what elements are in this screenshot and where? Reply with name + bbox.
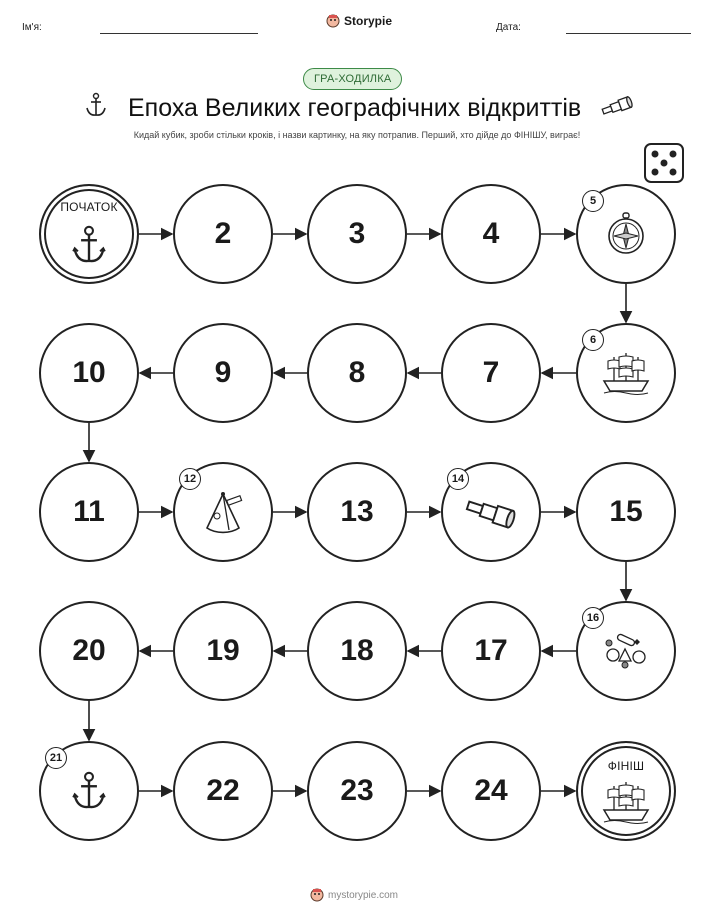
board-cell-24 [441,741,541,841]
board-cell-8 [307,323,407,423]
cell-number: 15 [609,495,643,528]
date-label: Дата: [496,22,521,33]
cell-number-badge: 12 [179,468,201,490]
cell-number: 23 [340,774,374,807]
board-cell-1 [39,184,139,284]
cell-number: 4 [482,217,500,250]
cell-number: 8 [348,356,366,389]
footer [310,888,398,902]
board-cell-22 [173,741,273,841]
board-cell-23 [307,741,407,841]
board-cell-16 [576,601,676,701]
board-cell-17 [441,601,541,701]
cell-number-badge: 21 [45,747,67,769]
cell-number: 13 [340,495,374,528]
cell-number-badge: 16 [582,607,604,629]
cell-number-badge: 6 [582,329,604,351]
cell-number: 20 [72,634,106,667]
cell-number: 18 [340,634,374,667]
cell-number: 19 [206,634,240,667]
board-cell-3 [307,184,407,284]
page-title: Епоха Великих географічних відкриттів [128,94,582,122]
name-label: Ім'я: [22,22,42,33]
cell-number: 10 [72,356,106,389]
cell-number-badge: 14 [447,468,469,490]
board-cell-7 [441,323,541,423]
board-cell-4 [441,184,541,284]
board-cell-5 [576,184,676,284]
cell-number: 9 [214,356,232,389]
board-cell-25 [576,741,676,841]
cell-number: 7 [482,356,500,389]
ship-icon [600,780,652,824]
anchor-icon [70,224,108,266]
board-cell-21 [39,741,139,841]
cell-number: 2 [214,217,232,250]
cell-number: 17 [474,634,508,667]
storypie-mascot-icon [310,888,324,902]
compass-icon [606,212,646,256]
board-cell-11 [39,462,139,562]
board-cell-19 [173,601,273,701]
finish-label: ФІНІШ [607,759,645,773]
cell-number: 22 [206,774,240,807]
spices-icon [603,631,649,671]
board-cell-6 [576,323,676,423]
brand-name: Storypie [344,14,393,28]
board-cell-10 [39,323,139,423]
anchor-icon [70,770,108,812]
cell-number: 3 [348,217,366,250]
cell-number-badge: 5 [582,190,604,212]
cell-number: 11 [73,495,105,528]
ship-icon [600,351,652,395]
board-cell-12 [173,462,273,562]
board-cell-14 [441,462,541,562]
board-cell-15 [576,462,676,562]
board-cell-20 [39,601,139,701]
board-cell-2 [173,184,273,284]
cell-number: 24 [474,774,508,807]
start-label: ПОЧАТОК [60,200,118,214]
game-type-tag: ГРА-ХОДИЛКА [303,68,402,90]
board-cell-13 [307,462,407,562]
board-cell-9 [173,323,273,423]
board-cell-18 [307,601,407,701]
instructions: Кидай кубик, зроби стільки кроків, і назви картинку, на яку потрапив. Перший, хто дійде до ФІНІШУ, виграє! [133,130,581,140]
spyglass-icon [464,495,518,529]
sextant-icon [199,490,247,534]
footer-site: mystorypie.com [328,889,399,901]
